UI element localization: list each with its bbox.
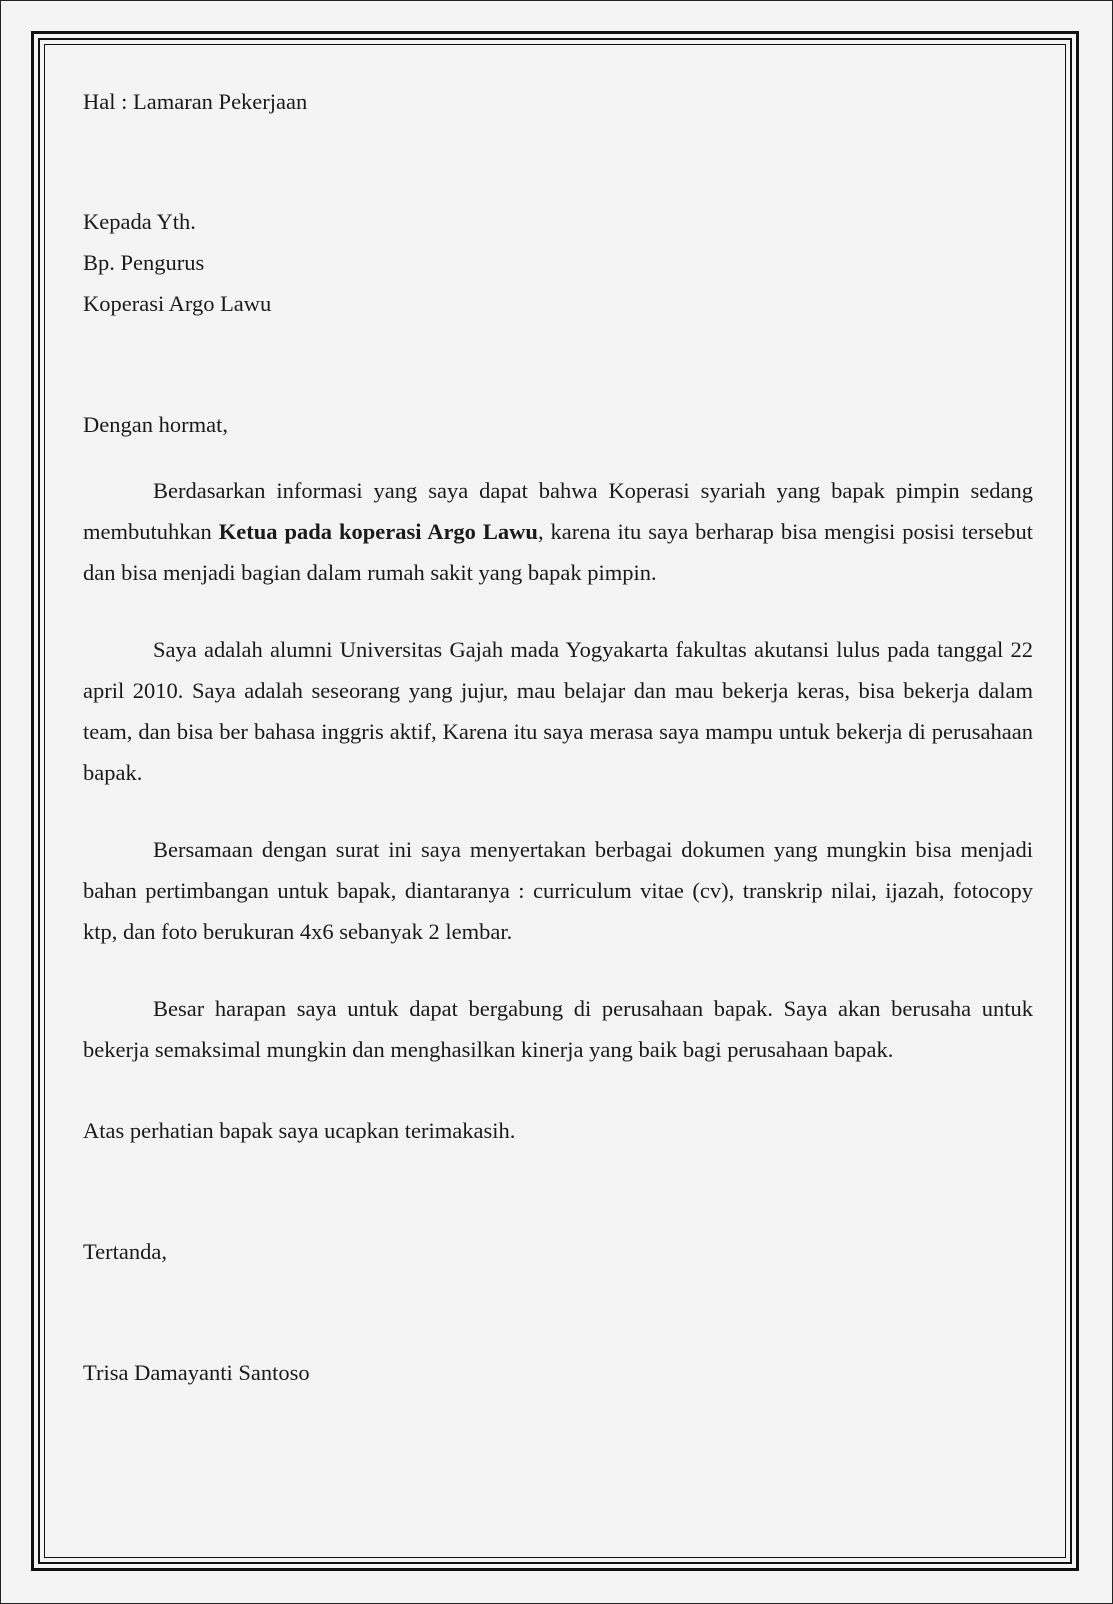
paragraph-2: Saya adalah alumni Universitas Gajah mada Yogyakarta fakultas akutansi lulus pada tanggal 22 april 2010. Saya adalah seseorang yang jujur, mau belajar dan mau bekerja keras, bisa bekerja dalam team, dan bisa ber bahasa inggris aktif, Karena itu saya merasa saya mampu untuk bekerja di perusahaan bapak.: [83, 637, 1033, 785]
paragraph-1-position: Ketua pada koperasi Argo Lawu: [218, 519, 538, 544]
greeting: Dengan hormat,: [83, 412, 228, 437]
paragraph-1-text-start: Berdasarkan informasi yang saya dapat bahwa Koperasi syariah yang bapak pimpin sedang membutuhkan: [83, 478, 1033, 544]
recipient-line-1: Kepada Yth.: [83, 209, 196, 234]
letter-body: [83, 81, 1033, 1393]
recipient-line-2: Bp. Pengurus: [83, 250, 205, 275]
paragraph-4: Besar harapan saya untuk dapat bergabung di perusahaan bapak. Saya akan berusaha untuk bekerja semaksimal mungkin dan menghasilkan kinerja yang baik bagi perusahaan bapak.: [83, 996, 1033, 1062]
paragraph-1-text-end: , karena itu saya berharap bisa mengisi posisi tersebut dan bisa menjadi bagian dalam rumah sakit yang bapak pimpin.: [83, 519, 1034, 585]
recipient-line-3: Koperasi Argo Lawu: [83, 291, 272, 316]
paragraph-3: Bersamaan dengan surat ini saya menyertakan berbagai dokumen yang mungkin bisa menjadi bahan pertimbangan untuk bapak, diantaranya : curriculum vitae (cv), transkrip nilai, ijazah, fotocopy ktp, dan foto berukuran 4x6 sebanyak 2 lembar.: [83, 837, 1033, 944]
thanks-line: Atas perhatian bapak saya ucapkan terimakasih.: [83, 1118, 516, 1143]
subject-line: Hal : Lamaran Pekerjaan: [83, 89, 308, 114]
closing-line: Tertanda,: [83, 1239, 168, 1264]
signer-name: Trisa Damayanti Santoso: [83, 1360, 310, 1385]
paragraph-1: [83, 470, 1033, 593]
